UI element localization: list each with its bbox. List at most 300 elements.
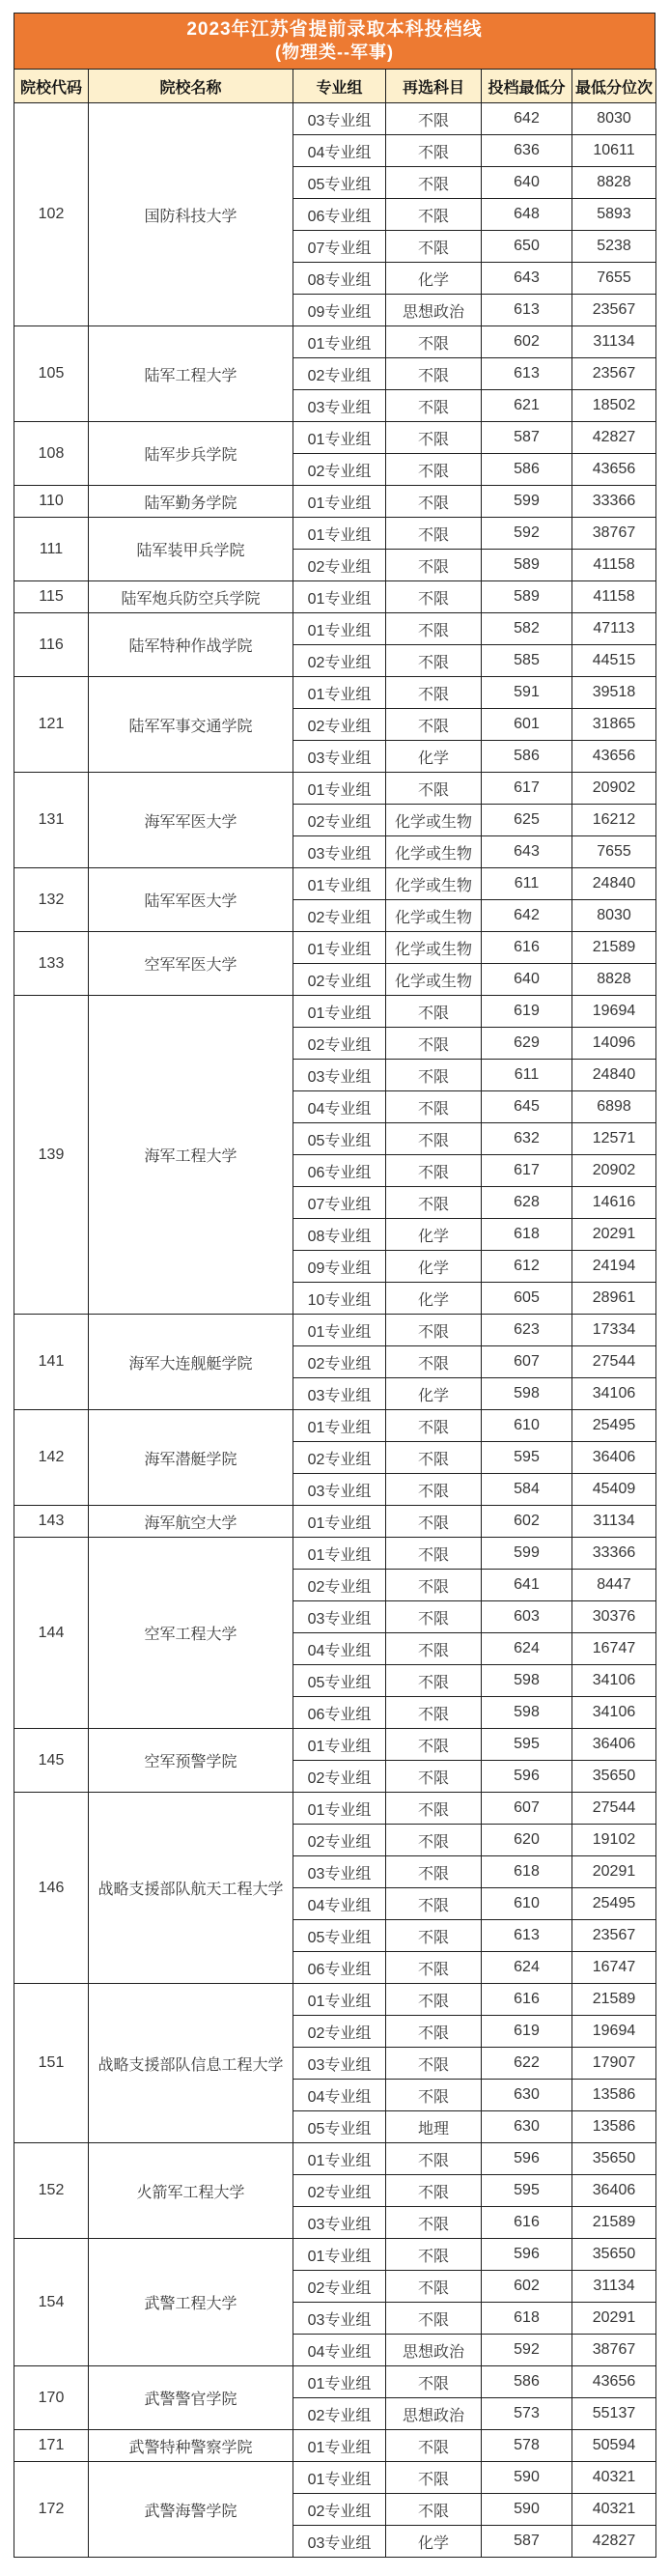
school-name-cell: 空军工程大学 [89,1538,293,1729]
major-group-cell: 02专业组 [293,454,386,486]
min-score-cell: 640 [482,167,572,199]
school-name-cell: 陆军特种作战学院 [89,613,293,677]
school-code-cell: 116 [14,613,89,677]
min-rank-cell: 23567 [572,358,656,390]
min-rank-cell: 35650 [572,2239,656,2271]
table-row [14,422,656,454]
min-rank-cell: 14616 [572,1187,656,1219]
subject-requirement-cell: 不限 [386,709,482,741]
min-rank-cell: 43656 [572,2366,656,2398]
school-code-cell: 144 [14,1538,89,1729]
school-name-cell: 空军军医大学 [89,932,293,996]
major-group-cell: 04专业组 [293,1091,386,1123]
min-score-cell: 595 [482,1442,572,1474]
subject-requirement-cell: 不限 [386,1410,482,1442]
min-rank-cell: 20291 [572,1219,656,1251]
major-group-cell: 03专业组 [293,2207,386,2239]
subject-requirement-cell: 不限 [386,454,482,486]
min-rank-cell: 24840 [572,868,656,900]
min-rank-cell: 33366 [572,486,656,518]
admission-sheet [14,13,655,2558]
header-row [14,70,656,103]
min-rank-cell: 5238 [572,231,656,263]
min-rank-cell: 7655 [572,263,656,295]
min-rank-cell: 8828 [572,964,656,996]
min-score-cell: 592 [482,518,572,550]
subject-requirement-cell: 不限 [386,1091,482,1123]
major-group-cell: 03专业组 [293,2526,386,2558]
min-rank-cell: 27544 [572,1346,656,1378]
min-rank-cell: 41158 [572,550,656,581]
major-group-cell: 02专业组 [293,805,386,836]
min-score-cell: 623 [482,1315,572,1346]
school-name-cell: 武警特种警察学院 [89,2430,293,2462]
subject-requirement-cell: 不限 [386,2239,482,2271]
major-group-cell: 02专业组 [293,2271,386,2303]
min-score-cell: 640 [482,964,572,996]
min-score-cell: 624 [482,1633,572,1665]
school-name-cell: 陆军炮兵防空兵学院 [89,581,293,613]
min-score-cell: 589 [482,550,572,581]
min-score-cell: 617 [482,773,572,805]
major-group-cell: 01专业组 [293,1410,386,1442]
table-row [14,1506,656,1538]
major-group-cell: 03专业组 [293,390,386,422]
subject-requirement-cell: 不限 [386,581,482,613]
subject-requirement-cell: 不限 [386,1920,482,1952]
table-row [14,326,656,358]
min-rank-cell: 27544 [572,1793,656,1825]
subject-requirement-cell: 化学 [386,741,482,773]
subject-requirement-cell: 不限 [386,358,482,390]
min-rank-cell: 7655 [572,836,656,868]
subject-requirement-cell: 不限 [386,613,482,645]
school-code-cell: 170 [14,2366,89,2430]
subject-requirement-cell: 不限 [386,326,482,358]
min-score-cell: 642 [482,900,572,932]
min-score-cell: 601 [482,709,572,741]
major-group-cell: 01专业组 [293,2462,386,2494]
min-score-cell: 630 [482,2080,572,2111]
min-rank-cell: 13586 [572,2111,656,2143]
subject-requirement-cell: 不限 [386,2207,482,2239]
header-major-group: 专业组 [293,70,386,103]
school-code-cell: 154 [14,2239,89,2366]
major-group-cell: 02专业组 [293,1028,386,1060]
subject-requirement-cell: 化学 [386,263,482,295]
subject-requirement-cell: 不限 [386,103,482,135]
school-name-cell: 陆军工程大学 [89,326,293,422]
min-rank-cell: 50594 [572,2430,656,2462]
min-score-cell: 607 [482,1793,572,1825]
table-row [14,1410,656,1442]
min-score-cell: 617 [482,1155,572,1187]
min-score-cell: 630 [482,2111,572,2143]
major-group-cell: 01专业组 [293,581,386,613]
subject-requirement-cell: 不限 [386,2494,482,2526]
min-score-cell: 599 [482,486,572,518]
subject-requirement-cell: 不限 [386,1984,482,2016]
min-score-cell: 596 [482,2143,572,2175]
subject-requirement-cell: 地理 [386,2111,482,2143]
subject-requirement-cell: 不限 [386,2303,482,2335]
major-group-cell: 08专业组 [293,1219,386,1251]
min-score-cell: 602 [482,2271,572,2303]
school-code-cell: 152 [14,2143,89,2239]
min-score-cell: 573 [482,2398,572,2430]
min-rank-cell: 6898 [572,1091,656,1123]
major-group-cell: 06专业组 [293,199,386,231]
min-score-cell: 625 [482,805,572,836]
subject-requirement-cell: 不限 [386,2048,482,2080]
major-group-cell: 05专业组 [293,2111,386,2143]
table-row [14,103,656,135]
min-rank-cell: 34106 [572,1665,656,1697]
major-group-cell: 02专业组 [293,1825,386,1856]
subject-requirement-cell: 不限 [386,2271,482,2303]
school-name-cell: 空军预警学院 [89,1729,293,1793]
min-rank-cell: 31865 [572,709,656,741]
table-row [14,868,656,900]
subject-requirement-cell: 不限 [386,1761,482,1793]
min-rank-cell: 16747 [572,1633,656,1665]
major-group-cell: 02专业组 [293,2175,386,2207]
min-score-cell: 616 [482,2207,572,2239]
min-rank-cell: 36406 [572,1442,656,1474]
school-code-cell: 141 [14,1315,89,1410]
min-rank-cell: 12571 [572,1123,656,1155]
major-group-cell: 10专业组 [293,1283,386,1315]
subject-requirement-cell: 不限 [386,1442,482,1474]
min-score-cell: 611 [482,1060,572,1091]
min-score-cell: 642 [482,103,572,135]
subject-requirement-cell: 不限 [386,1825,482,1856]
subject-requirement-cell: 不限 [386,1060,482,1091]
school-code-cell: 110 [14,486,89,518]
subject-requirement-cell: 不限 [386,1123,482,1155]
major-group-cell: 04专业组 [293,135,386,167]
school-code-cell: 172 [14,2462,89,2558]
min-rank-cell: 31134 [572,326,656,358]
min-rank-cell: 25495 [572,1888,656,1920]
school-code-cell: 115 [14,581,89,613]
subject-requirement-cell: 不限 [386,1187,482,1219]
subject-requirement-cell: 不限 [386,2143,482,2175]
major-group-cell: 02专业组 [293,1761,386,1793]
min-rank-cell: 16212 [572,805,656,836]
min-score-cell: 586 [482,454,572,486]
min-score-cell: 643 [482,263,572,295]
min-rank-cell: 24194 [572,1251,656,1283]
major-group-cell: 03专业组 [293,1601,386,1633]
min-rank-cell: 18502 [572,390,656,422]
min-rank-cell: 20902 [572,773,656,805]
subject-requirement-cell: 化学 [386,1283,482,1315]
min-score-cell: 603 [482,1601,572,1633]
major-group-cell: 06专业组 [293,1697,386,1729]
major-group-cell: 01专业组 [293,773,386,805]
min-score-cell: 582 [482,613,572,645]
major-group-cell: 05专业组 [293,1123,386,1155]
min-rank-cell: 17334 [572,1315,656,1346]
min-score-cell: 618 [482,2303,572,2335]
min-score-cell: 624 [482,1952,572,1984]
min-score-cell: 589 [482,581,572,613]
min-rank-cell: 23567 [572,295,656,326]
min-rank-cell: 35650 [572,2143,656,2175]
major-group-cell: 01专业组 [293,2430,386,2462]
subject-requirement-cell: 不限 [386,1506,482,1538]
school-name-cell: 陆军勤务学院 [89,486,293,518]
table-row [14,1538,656,1570]
school-name-cell: 陆军装甲兵学院 [89,518,293,581]
min-score-cell: 621 [482,390,572,422]
min-score-cell: 596 [482,1761,572,1793]
school-code-cell: 105 [14,326,89,422]
min-rank-cell: 43656 [572,454,656,486]
min-rank-cell: 16747 [572,1952,656,1984]
subject-requirement-cell: 不限 [386,167,482,199]
subject-requirement-cell: 化学或生物 [386,900,482,932]
title-line-1: 2023年江苏省提前录取本科投档线 [186,19,483,40]
table-row [14,486,656,518]
major-group-cell: 03专业组 [293,103,386,135]
min-rank-cell: 20291 [572,2303,656,2335]
major-group-cell: 02专业组 [293,550,386,581]
min-rank-cell: 20291 [572,1856,656,1888]
min-score-cell: 587 [482,422,572,454]
major-group-cell: 03专业组 [293,1474,386,1506]
school-name-cell: 国防科技大学 [89,103,293,326]
major-group-cell: 04专业组 [293,1633,386,1665]
subject-requirement-cell: 不限 [386,486,482,518]
major-group-cell: 01专业组 [293,2239,386,2271]
subject-requirement-cell: 化学或生物 [386,836,482,868]
school-name-cell: 海军工程大学 [89,996,293,1315]
min-score-cell: 586 [482,2366,572,2398]
school-code-cell: 171 [14,2430,89,2462]
min-score-cell: 595 [482,2175,572,2207]
table-row [14,932,656,964]
school-name-cell: 陆军步兵学院 [89,422,293,486]
min-score-cell: 632 [482,1123,572,1155]
min-rank-cell: 44515 [572,645,656,677]
major-group-cell: 03专业组 [293,2048,386,2080]
min-score-cell: 612 [482,1251,572,1283]
subject-requirement-cell: 不限 [386,2462,482,2494]
header-school-name: 院校名称 [89,70,293,103]
header-min-rank: 最低分位次 [572,70,656,103]
subject-requirement-cell: 化学或生物 [386,868,482,900]
table-row [14,773,656,805]
major-group-cell: 01专业组 [293,1315,386,1346]
admission-table [14,69,656,2558]
subject-requirement-cell: 化学或生物 [386,805,482,836]
min-rank-cell: 19102 [572,1825,656,1856]
min-rank-cell: 21589 [572,932,656,964]
school-code-cell: 121 [14,677,89,773]
major-group-cell: 01专业组 [293,1793,386,1825]
min-score-cell: 613 [482,295,572,326]
school-code-cell: 111 [14,518,89,581]
subject-requirement-cell: 不限 [386,1346,482,1378]
min-rank-cell: 38767 [572,518,656,550]
subject-requirement-cell: 不限 [386,1697,482,1729]
school-code-cell: 102 [14,103,89,326]
min-score-cell: 584 [482,1474,572,1506]
min-score-cell: 613 [482,358,572,390]
min-score-cell: 618 [482,1219,572,1251]
table-row [14,1729,656,1761]
min-rank-cell: 36406 [572,1729,656,1761]
min-score-cell: 585 [482,645,572,677]
min-score-cell: 590 [482,2462,572,2494]
subject-requirement-cell: 不限 [386,677,482,709]
major-group-cell: 01专业组 [293,422,386,454]
major-group-cell: 01专业组 [293,486,386,518]
table-row [14,581,656,613]
min-score-cell: 602 [482,326,572,358]
subject-requirement-cell: 不限 [386,1793,482,1825]
major-group-cell: 01专业组 [293,1984,386,2016]
min-score-cell: 648 [482,199,572,231]
major-group-cell: 02专业组 [293,709,386,741]
major-group-cell: 09专业组 [293,295,386,326]
min-score-cell: 613 [482,1920,572,1952]
major-group-cell: 01专业组 [293,518,386,550]
subject-requirement-cell: 不限 [386,1538,482,1570]
major-group-cell: 03专业组 [293,741,386,773]
major-group-cell: 07专业组 [293,1187,386,1219]
major-group-cell: 01专业组 [293,677,386,709]
school-name-cell: 战略支援部队航天工程大学 [89,1793,293,1984]
major-group-cell: 06专业组 [293,1952,386,1984]
subject-requirement-cell: 不限 [386,2080,482,2111]
major-group-cell: 02专业组 [293,1442,386,1474]
min-rank-cell: 8030 [572,103,656,135]
subject-requirement-cell: 化学或生物 [386,964,482,996]
major-group-cell: 01专业组 [293,1506,386,1538]
min-score-cell: 619 [482,2016,572,2048]
major-group-cell: 02专业组 [293,2016,386,2048]
major-group-cell: 02专业组 [293,1570,386,1601]
min-score-cell: 607 [482,1346,572,1378]
min-rank-cell: 8030 [572,900,656,932]
major-group-cell: 03专业组 [293,2303,386,2335]
school-code-cell: 145 [14,1729,89,1793]
major-group-cell: 05专业组 [293,1920,386,1952]
subject-requirement-cell: 不限 [386,199,482,231]
header-min-score: 投档最低分 [482,70,572,103]
subject-requirement-cell: 不限 [386,1601,482,1633]
school-name-cell: 战略支援部队信息工程大学 [89,1984,293,2143]
major-group-cell: 01专业组 [293,613,386,645]
min-rank-cell: 47113 [572,613,656,645]
major-group-cell: 02专业组 [293,358,386,390]
subject-requirement-cell: 不限 [386,1729,482,1761]
table-row [14,2239,656,2271]
min-rank-cell: 20902 [572,1155,656,1187]
school-name-cell: 陆军军事交通学院 [89,677,293,773]
min-score-cell: 620 [482,1825,572,1856]
school-name-cell: 火箭军工程大学 [89,2143,293,2239]
major-group-cell: 04专业组 [293,2335,386,2366]
header-subject-requirement: 再选科目 [386,70,482,103]
subject-requirement-cell: 不限 [386,996,482,1028]
subject-requirement-cell: 不限 [386,1315,482,1346]
subject-requirement-cell: 不限 [386,1474,482,1506]
subject-requirement-cell: 不限 [386,1952,482,1984]
table-row [14,2143,656,2175]
subject-requirement-cell: 不限 [386,231,482,263]
min-score-cell: 641 [482,1570,572,1601]
min-rank-cell: 24840 [572,1060,656,1091]
min-rank-cell: 55137 [572,2398,656,2430]
subject-requirement-cell: 不限 [386,1155,482,1187]
min-score-cell: 650 [482,231,572,263]
min-rank-cell: 28961 [572,1283,656,1315]
min-rank-cell: 25495 [572,1410,656,1442]
min-rank-cell: 13586 [572,2080,656,2111]
min-rank-cell: 30376 [572,1601,656,1633]
min-score-cell: 643 [482,836,572,868]
major-group-cell: 03专业组 [293,836,386,868]
table-row [14,2366,656,2398]
subject-requirement-cell: 不限 [386,1665,482,1697]
subject-requirement-cell: 不限 [386,1856,482,1888]
major-group-cell: 02专业组 [293,2398,386,2430]
table-row [14,1315,656,1346]
school-code-cell: 131 [14,773,89,868]
table-row [14,1984,656,2016]
subject-requirement-cell: 不限 [386,1570,482,1601]
school-code-cell: 142 [14,1410,89,1506]
min-score-cell: 596 [482,2239,572,2271]
major-group-cell: 03专业组 [293,1060,386,1091]
major-group-cell: 07专业组 [293,231,386,263]
title-line-2: (物理类--军事) [275,42,394,62]
min-rank-cell: 42827 [572,2526,656,2558]
subject-requirement-cell: 化学或生物 [386,932,482,964]
subject-requirement-cell: 化学 [386,1251,482,1283]
school-code-cell: 132 [14,868,89,932]
min-rank-cell: 40321 [572,2462,656,2494]
min-rank-cell: 38767 [572,2335,656,2366]
min-rank-cell: 10611 [572,135,656,167]
min-score-cell: 605 [482,1283,572,1315]
min-rank-cell: 8447 [572,1570,656,1601]
major-group-cell: 02专业组 [293,900,386,932]
min-score-cell: 619 [482,996,572,1028]
major-group-cell: 05专业组 [293,1665,386,1697]
school-name-cell: 武警工程大学 [89,2239,293,2366]
min-score-cell: 587 [482,2526,572,2558]
min-rank-cell: 36406 [572,2175,656,2207]
min-score-cell: 628 [482,1187,572,1219]
subject-requirement-cell: 不限 [386,1888,482,1920]
min-score-cell: 616 [482,932,572,964]
major-group-cell: 02专业组 [293,645,386,677]
min-score-cell: 622 [482,2048,572,2080]
school-code-cell: 108 [14,422,89,486]
major-group-cell: 03专业组 [293,1856,386,1888]
major-group-cell: 01专业组 [293,1538,386,1570]
min-score-cell: 578 [482,2430,572,2462]
min-rank-cell: 14096 [572,1028,656,1060]
min-rank-cell: 34106 [572,1697,656,1729]
table-row [14,996,656,1028]
min-score-cell: 645 [482,1091,572,1123]
